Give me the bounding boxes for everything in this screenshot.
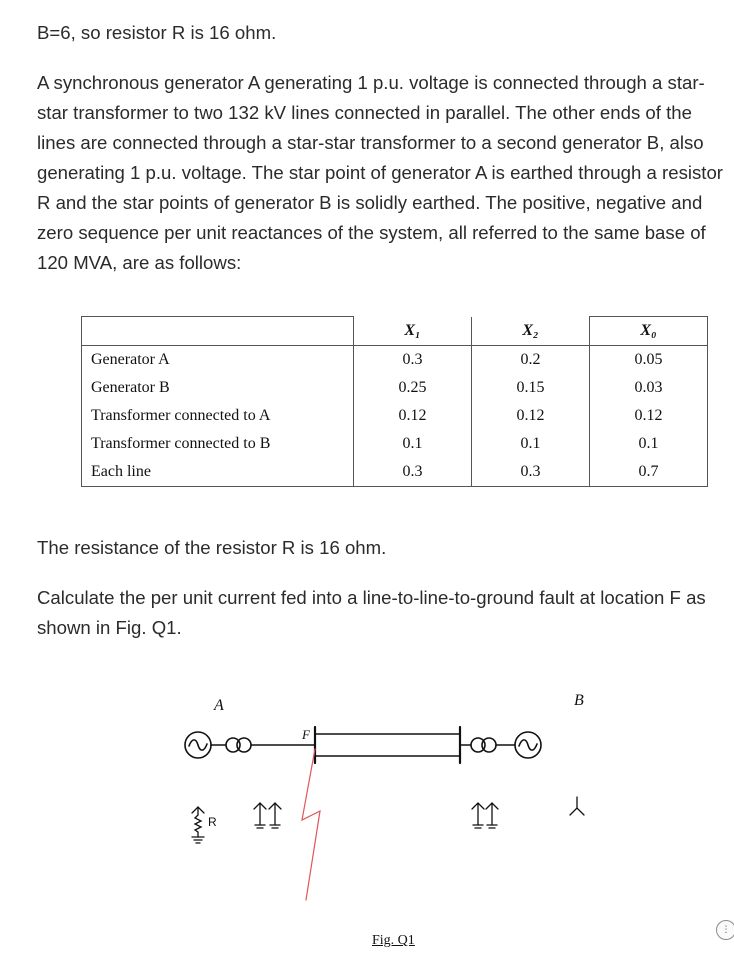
table-header-x2: X₂: [472, 317, 590, 346]
cell-x1: 0.1: [354, 430, 472, 458]
cell-x0: 0.03: [590, 374, 708, 402]
row-label: Transformer connected to B: [82, 430, 354, 458]
table-row: [82, 374, 708, 402]
table-row: [82, 402, 708, 430]
table-header-blank: [82, 317, 354, 346]
transformer-a-earth-icon: [254, 803, 281, 828]
problem-statement: A synchronous generator A generating 1 p.u. voltage is connected through a star-star transformer to two 132 kV lines connected in parallel. The other ends of the lines are connected through a star-star transformer to a second generator B, also generating 1 p.u. voltage. The star point of generator A is earthed through a resistor R and the star points of generator B is solidly earthed. The positive, negative and zero sequence per unit reactances of the system, all referred to the same base of 120 MVA, are as follows:: [37, 72, 723, 273]
cell-x1: 0.12: [354, 402, 472, 430]
generator-b-icon: [515, 732, 541, 758]
table-row: [82, 458, 708, 487]
label-r: R: [208, 815, 217, 829]
resistance-note: The resistance of the resistor R is 16 ohm.: [37, 537, 387, 558]
cell-x1: 0.25: [354, 374, 472, 402]
cell-x1: 0.3: [354, 458, 472, 487]
generator-b-star-icon: [570, 797, 584, 815]
cell-x0: 0.7: [590, 458, 708, 487]
row-label: Generator B: [82, 374, 354, 402]
figure-caption: Fig. Q1: [372, 933, 415, 948]
transformer-b-earth-icon: [472, 803, 498, 828]
row-label: Generator A: [82, 346, 354, 375]
row-label: Transformer connected to A: [82, 402, 354, 430]
transformer-b-icon: [471, 738, 496, 752]
cell-x0: 0.1: [590, 430, 708, 458]
table-row: [82, 346, 708, 375]
cell-x1: 0.3: [354, 346, 472, 375]
row-label: Each line: [82, 458, 354, 487]
generator-a-icon: [185, 732, 211, 758]
table-header-x0: X₀: [590, 317, 708, 346]
cell-x2: 0.2: [472, 346, 590, 375]
circuit-diagram: [170, 685, 610, 910]
scroll-indicator-icon[interactable]: ⋮: [716, 920, 734, 940]
table-header-x1: X₁: [354, 317, 472, 346]
fault-lightning-icon: [302, 749, 320, 900]
transformer-a-icon: [226, 738, 251, 752]
table-row: [82, 430, 708, 458]
label-a: A: [214, 697, 224, 714]
intro-text: B=6, so resistor R is 16 ohm.: [37, 22, 277, 43]
cell-x2: 0.12: [472, 402, 590, 430]
cell-x2: 0.15: [472, 374, 590, 402]
question-text: Calculate the per unit current fed into a line-to-line-to-ground fault at location F as shown in Fig. Q1.: [37, 587, 706, 638]
cell-x0: 0.12: [590, 402, 708, 430]
cell-x2: 0.1: [472, 430, 590, 458]
cell-x2: 0.3: [472, 458, 590, 487]
label-f: F: [302, 727, 310, 742]
label-b: B: [574, 692, 584, 709]
reactance-table: [81, 316, 708, 487]
cell-x0: 0.05: [590, 346, 708, 375]
resistor-earth-icon: [192, 807, 204, 843]
